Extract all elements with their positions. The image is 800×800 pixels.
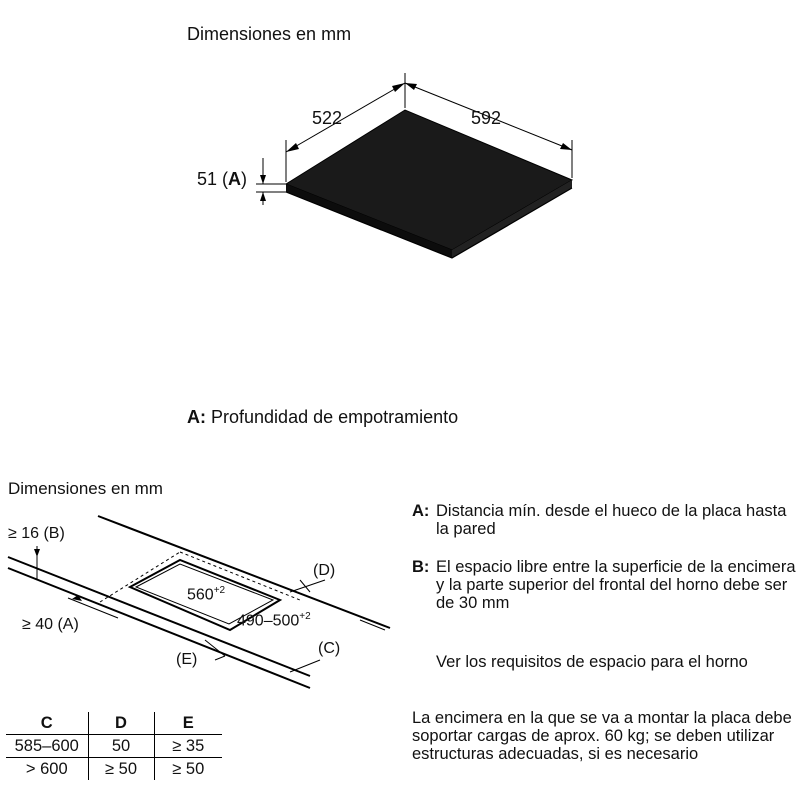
top-legend — [187, 408, 458, 426]
dim-label-592: 592 — [471, 108, 502, 128]
label-a: ≥ 40 (A) — [22, 616, 79, 633]
label-cut-depth: $490-500^{+2}$ — [237, 611, 311, 630]
table-header-c: C — [6, 712, 88, 735]
table-cell: 585–600 — [6, 735, 88, 758]
note-load: La encimera en la que se va a montar la placa debe soportar cargas de aprox. 60 kg; se deben utilizar estructuras adecuadas, si es necesario — [412, 709, 792, 763]
table-header-row — [6, 712, 222, 735]
top-legend-key: A: — [187, 407, 206, 427]
label-d: (D) — [313, 562, 336, 579]
cooktop-top-surface — [286, 110, 572, 250]
label-c: (C) — [318, 640, 341, 657]
dim-label-522: 522 — [312, 108, 343, 128]
label-cut-width: $560^{+2}$ — [187, 585, 226, 604]
dim-label-51: 51 (A) — [197, 169, 248, 189]
table-cell: ≥ 35 — [154, 735, 222, 758]
table-cell: ≥ 50 — [88, 758, 154, 781]
top-legend-text: Profundidad de empotramiento — [211, 407, 459, 427]
clearance-table — [6, 712, 222, 780]
dimension-line-51 — [256, 158, 286, 205]
note-a: A: Distancia mín. desde el hueco de la placa hasta la pared — [412, 502, 787, 538]
top-diagram-title: Dimensiones en mm — [187, 24, 352, 44]
table-row — [6, 735, 222, 758]
label-e: (E) — [176, 651, 198, 668]
note-b: B: El espacio libre entre la superficie de la encimera y la parte superior del frontal del horno debe ser de 30 mm — [412, 558, 796, 612]
table-cell: 50 — [88, 735, 154, 758]
table-header-e: E — [154, 712, 222, 735]
table-cell: > 600 — [25, 759, 68, 778]
table-header-d: D — [88, 712, 154, 735]
note-oven: Ver los requisitos de espacio para el horno — [436, 653, 748, 671]
label-b: ≥ 16 (B) — [8, 525, 65, 542]
table-row — [6, 758, 222, 781]
bottom-diagram-title: Dimensiones en mm — [8, 479, 163, 498]
table-cell: ≥ 50 — [154, 758, 222, 781]
